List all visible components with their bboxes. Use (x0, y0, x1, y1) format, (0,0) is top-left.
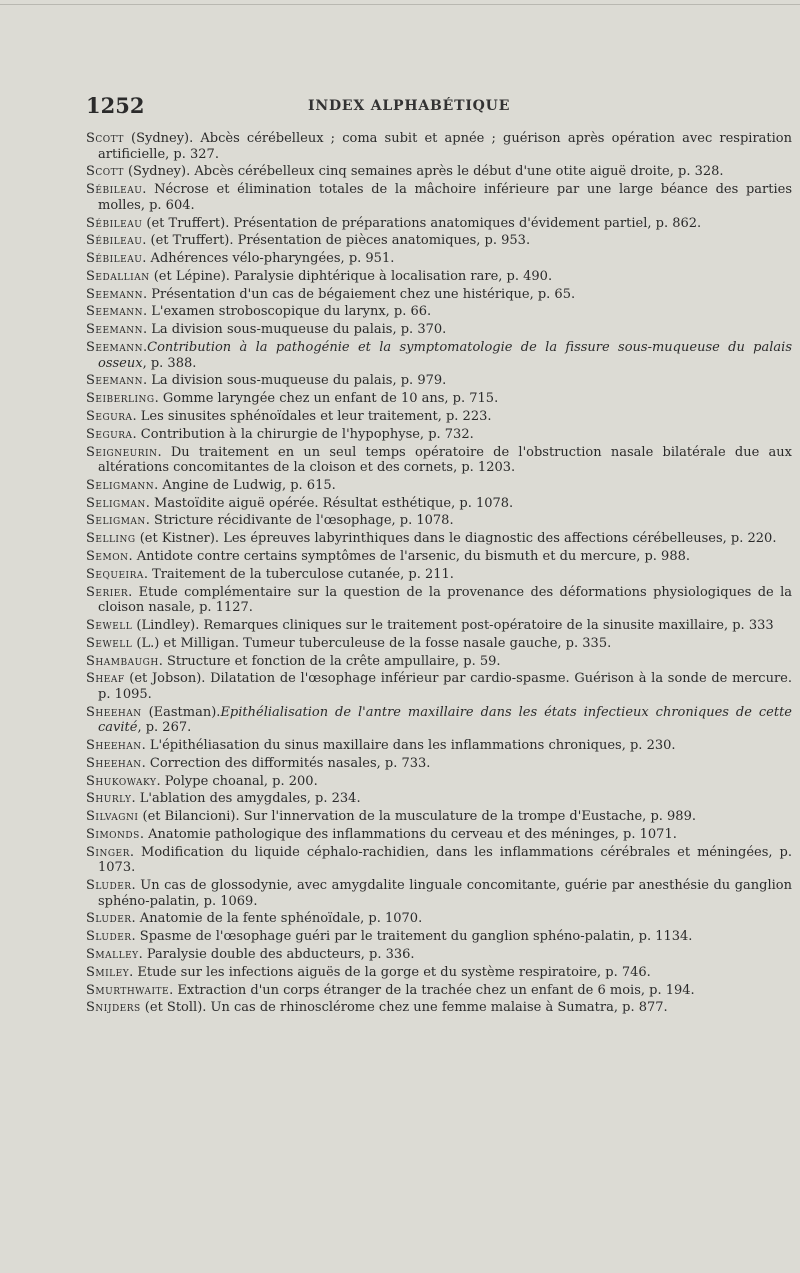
index-entry (86, 513, 792, 529)
index-entry (86, 478, 792, 494)
author-name: Shurly (86, 791, 132, 807)
author-name: Sébileau (86, 251, 143, 267)
author-name: Seiberling (86, 391, 155, 407)
index-entry (86, 809, 792, 825)
index-entry (86, 671, 792, 702)
index-entry (86, 947, 792, 963)
author-name: Segura (86, 408, 133, 424)
index-entry (86, 756, 792, 772)
entry-text: . Extraction d'un corps étranger de la trachée chez un enfant de 6 mois, p. 194. (169, 982, 695, 998)
entry-text: (Lindley). Remarques cliniques sur le traitement post-opératoire de la sinusite maxillaire, p. 333 (132, 617, 774, 633)
index-entry (86, 445, 792, 476)
entry-text: . Modification du liquide céphalo-rachidien, dans les inflammations cérébrales et méningées, p. 1073. (98, 844, 792, 876)
author-name: Serier (86, 584, 129, 600)
entry-page-ref: , p. 267. (137, 720, 192, 736)
author-name: Shambaugh (86, 653, 159, 669)
entry-text: . Stricture récidivante de l'œsophage, p. 1078. (145, 513, 454, 529)
index-entry (86, 373, 792, 389)
running-title: INDEX ALPHABÉTIQUE (308, 98, 511, 114)
author-name: Segura (86, 426, 133, 442)
index-entry (86, 567, 792, 583)
author-name: Sheaf (86, 671, 125, 687)
author-name: Smiley (86, 964, 130, 980)
entry-text: . Etude complémentaire sur la question de la provenance des déformations physiologiques de la cloison nasale, p. 1127. (98, 584, 792, 616)
author-name: Seligman (86, 513, 146, 529)
page-number: 1252 (86, 93, 145, 118)
entry-text: . L'examen stroboscopique du larynx, p. 66. (143, 304, 432, 320)
index-entry (86, 845, 792, 876)
index-entry (86, 427, 792, 443)
entry-page-ref: , p. 388. (142, 355, 197, 371)
author-name: Silvagni (86, 809, 139, 825)
author-name: Scott (86, 164, 124, 180)
entry-text: . Angine de Ludwig, p. 615. (154, 477, 336, 493)
author-name: Smalley (86, 947, 139, 963)
entry-text: (et Lépine). Paralysie diphtérique à localisation rare, p. 490. (149, 268, 553, 284)
entry-text: (Eastman). (141, 704, 221, 720)
author-name: Shukowaky (86, 773, 157, 789)
entry-text: . (et Truffert). Présentation de pièces anatomiques, p. 953. (142, 233, 531, 249)
author-name: Scott (86, 131, 124, 146)
entry-text: . Spasme de l'œsophage guéri par le traitement du ganglion sphéno-palatin, p. 1134. (131, 929, 693, 945)
author-name: Seemann (86, 340, 144, 355)
author-name: Seemann (86, 322, 144, 338)
author-name: Sébileau (86, 182, 143, 198)
entry-text: . Paralysie double des abducteurs, p. 336. (138, 947, 415, 963)
entry-text: . Anatomie de la fente sphénoïdale, p. 1070. (131, 911, 423, 927)
author-name: Sewell (86, 617, 133, 633)
entry-text: . Correction des difformités nasales, p. 733. (141, 755, 431, 771)
entry-text: . Nécrose et élimination totales de la mâchoire inférieure par une large béance des parties molles, p. 604. (98, 182, 792, 213)
entry-text: . Etude sur les infections aiguës de la gorge et du système respiratoire, p. 746. (129, 964, 651, 980)
entry-text: . (143, 340, 148, 355)
author-name: Sedallian (86, 268, 150, 284)
author-name: Sluder (86, 929, 132, 945)
entry-text: . Du traitement en un seul temps opératoire de l'obstruction nasale bilatérale due aux altérations concomitantes de la cloison et des cornets, p. 1203. (98, 444, 792, 476)
index-entry (86, 791, 792, 807)
index-entry (86, 391, 792, 407)
index-entry (86, 233, 792, 249)
index-entry (86, 182, 792, 213)
index-entry (86, 636, 792, 652)
author-name: Seemann (86, 286, 144, 302)
author-name: Seemann (86, 373, 144, 389)
author-name: Sewell (86, 635, 133, 651)
index-entry (86, 705, 792, 736)
index-entry (86, 965, 792, 981)
author-name: Sluder (86, 911, 132, 927)
author-name: Singer (86, 844, 130, 860)
author-name: Simonds (86, 826, 140, 842)
author-name: Sheehan (86, 738, 142, 754)
index-entry (86, 585, 792, 616)
author-name: Sheehan (86, 755, 142, 771)
entry-text: . Traitement de la tuberculose cutanée, p. 211. (143, 566, 454, 582)
entry-text: . La division sous-muqueuse du palais, p. 370. (143, 322, 447, 338)
index-entry (86, 131, 792, 162)
entry-text: . Antidote contre certains symptômes de l'arsenic, du bismuth et du mercure, p. 988. (128, 549, 690, 564)
entry-text: (Sydney). Abcès cérébelleux ; coma subit et apnée ; guérison après opération avec respiration artificielle, p. 327. (98, 131, 792, 162)
author-name: Snijders (86, 1000, 141, 1016)
entry-text: . Un cas de glossodynie, avec amygdalite linguale concomitante, guérie par anesthésie du ganglion sphéno-palatin, p. 1069. (98, 878, 792, 909)
index-entry (86, 827, 792, 843)
index-entry (86, 929, 792, 945)
entry-italic-title: Epithélialisation de l'antre maxillaire dans les états infectieux chroniques de cette cavité (98, 704, 792, 736)
entry-text: . L'ablation des amygdales, p. 234. (131, 791, 361, 807)
index-entry (86, 618, 792, 634)
entry-text: . La division sous-muqueuse du palais, p. 979. (143, 373, 447, 389)
index-entry (86, 531, 792, 547)
entry-text: (L.) et Milligan. Tumeur tuberculeuse de la fosse nasale gauche, p. 335. (132, 635, 612, 651)
entry-text: . Anatomie pathologique des inflammations du cerveau et des méninges, p. 1071. (139, 826, 677, 842)
entry-text: (et Bilancioni). Sur l'innervation de la musculature de la trompe d'Eustache, p. 989. (138, 809, 696, 825)
entry-text: . Gomme laryngée chez un enfant de 10 ans, p. 715. (154, 391, 499, 407)
author-name: Selling (86, 531, 136, 547)
page-header (86, 93, 796, 117)
author-name: Sébileau (86, 233, 143, 249)
entry-italic-title: Contribution à la pathogénie et la symptomatologie de la fissure sous-muqueuse du palais osseux (98, 340, 792, 371)
author-name: Semon (86, 549, 129, 564)
index-entry (86, 738, 792, 754)
entry-text: (et Truffert). Présentation de préparations anatomiques d'évidement partiel, p. 862. (142, 215, 702, 231)
entry-text: . Polype choanal, p. 200. (156, 773, 318, 789)
index-entry (86, 304, 792, 320)
index-entry (86, 409, 792, 425)
author-name: Sheehan (86, 704, 142, 720)
entry-text: . Présentation d'un cas de bégaiement chez une histérique, p. 65. (143, 286, 576, 302)
author-name: Seigneurin (86, 444, 158, 460)
top-edge-line (0, 4, 800, 5)
index-entry (86, 774, 792, 790)
entry-text: . Les sinusites sphénoïdales et leur traitement, p. 223. (132, 408, 492, 424)
index-entry (86, 983, 792, 999)
index-entry (86, 549, 792, 565)
entry-text: . Adhérences vélo-pharyngées, p. 951. (142, 251, 395, 267)
author-name: Seligman (86, 495, 146, 511)
author-name: Smurthwaite (86, 982, 170, 998)
author-name: Seemann (86, 304, 144, 320)
index-entry (86, 287, 792, 303)
entry-text: . Mastoïdite aiguë opérée. Résultat esthétique, p. 1078. (145, 495, 514, 511)
index-entry (86, 340, 792, 371)
index-entries (86, 131, 792, 1018)
index-entry (86, 654, 792, 670)
index-entry (86, 911, 792, 927)
entry-text: (et Stoll). Un cas de rhinosclérome chez une femme malaise à Sumatra, p. 877. (140, 1000, 668, 1016)
index-entry (86, 269, 792, 285)
entry-text: (Sydney). Abcès cérébelleux cinq semaines après le début d'une otite aiguë droite, p. 328. (123, 164, 724, 180)
entry-text: . Structure et fonction de la crête ampullaire, p. 59. (158, 653, 501, 669)
entry-text: (et Kistner). Les épreuves labyrinthiques dans le diagnostic des affections cérébelleuses, p. 220. (135, 531, 777, 547)
index-entry (86, 1000, 792, 1016)
index-entry (86, 322, 792, 338)
index-entry (86, 496, 792, 512)
entry-text: . L'épithéliasation du sinus maxillaire dans les inflammations chroniques, p. 230. (141, 738, 676, 754)
author-name: Sluder (86, 878, 132, 894)
index-entry (86, 878, 792, 909)
author-name: Seligmann (86, 477, 155, 493)
index-entry (86, 164, 792, 180)
author-name: Sequeira (86, 566, 144, 582)
author-name: Sébileau (86, 215, 143, 231)
index-entry (86, 216, 792, 232)
entry-text: (et Jobson). Dilatation de l'œsophage inférieur par cardio-spasme. Guérison à la sonde de mercure. p. 1095. (98, 671, 792, 702)
index-entry (86, 251, 792, 267)
entry-text: . Contribution à la chirurgie de l'hypophyse, p. 732. (132, 426, 474, 442)
